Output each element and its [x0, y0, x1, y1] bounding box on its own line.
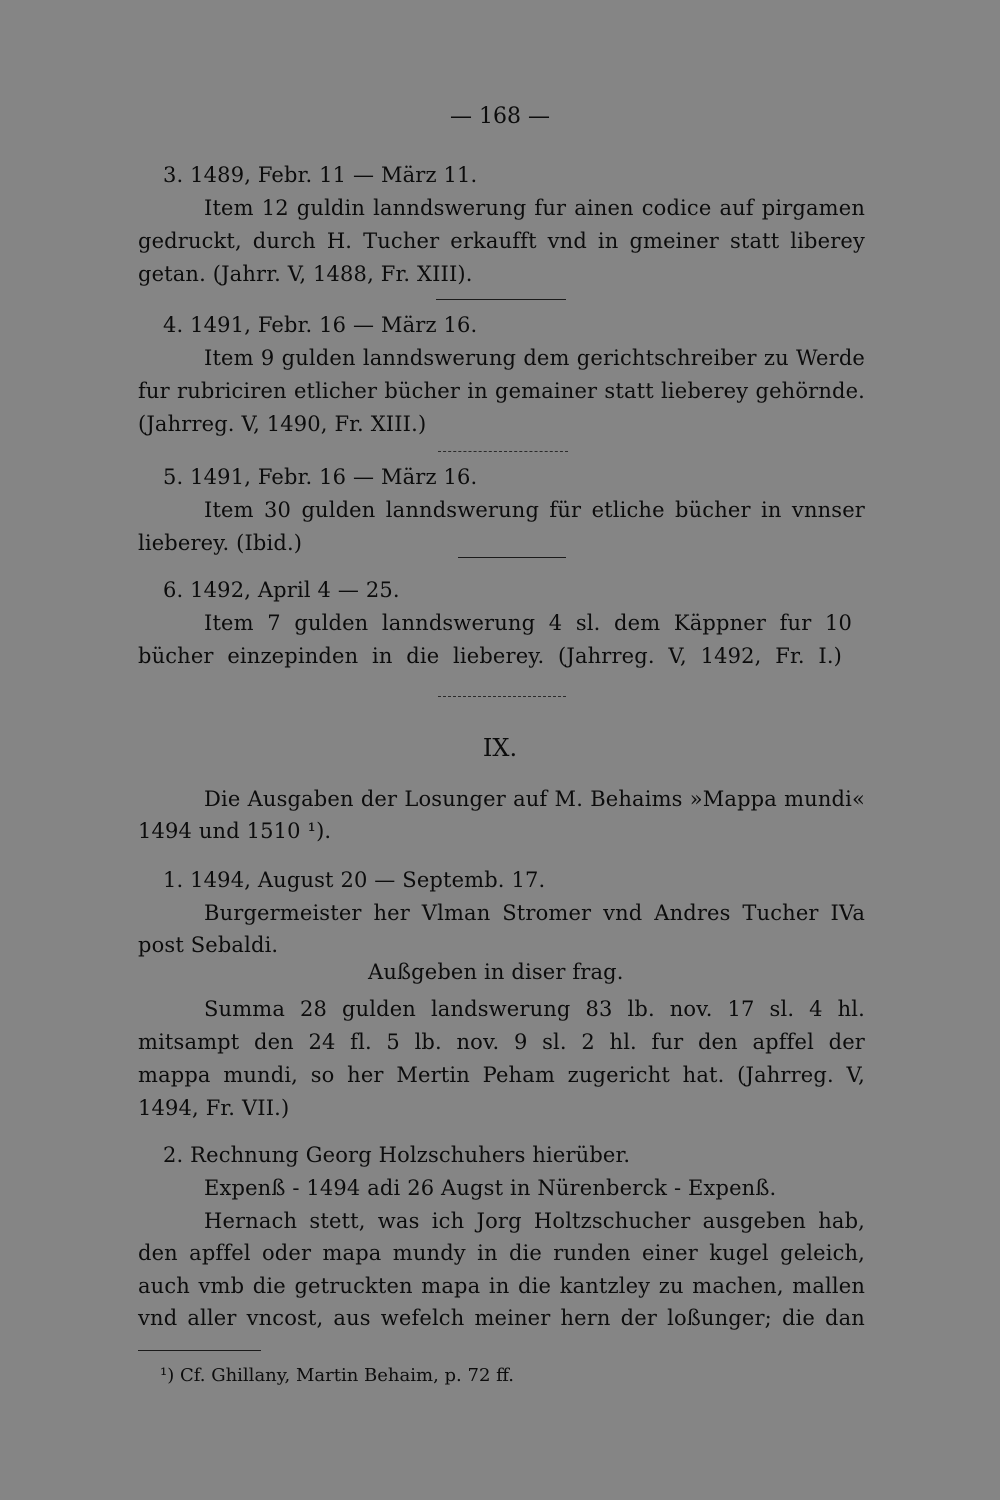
text-line: fur rubriciren etlicher bücher in gemainer statt lieberey gehörnde.	[138, 379, 865, 403]
text-line: (Jahrreg. V, 1490, Fr. XIII.)	[138, 412, 427, 436]
text-line: Item 7 gulden lanndswerung 4 sl. dem Käppner fur 10	[204, 611, 852, 635]
text-line: Expenß - 1494 adi 26 Augst in Nürenberck - Expenß.	[204, 1176, 777, 1200]
page-number: — 168 —	[450, 104, 550, 129]
text-line: Item 30 gulden lanndswerung für etliche bücher in vnnser	[204, 498, 865, 522]
section-heading: IX.	[482, 734, 518, 762]
footnote: ¹) Cf. Ghillany, Martin Behaim, p. 72 ff.	[160, 1365, 514, 1386]
text-line: 1494 und 1510 ¹).	[138, 819, 332, 843]
entry-heading: 2. Rechnung Georg Holzschuhers hierüber.	[163, 1143, 631, 1167]
separator-rule	[436, 299, 566, 300]
text-line: Item 9 gulden lanndswerung dem gerichtschreiber zu Werde	[204, 346, 865, 370]
text-line: getan. (Jahrr. V, 1488, Fr. XIII).	[138, 262, 473, 286]
text-line: Item 12 guldin lanndswerung fur ainen codice auf pirgamen	[204, 196, 865, 220]
text-line: den apffel oder mapa mundy in die runden einer kugel geleich,	[138, 1241, 865, 1265]
separator-rule	[438, 696, 566, 697]
text-line: Summa 28 gulden landswerung 83 lb. nov. 17 sl. 4 hl.	[204, 997, 865, 1021]
text-line: lieberey. (Ibid.)	[138, 531, 303, 555]
text-line: Die Ausgaben der Losunger auf M. Behaims »Mappa mundi«	[204, 787, 865, 811]
entry-heading: 6. 1492, April 4 — 25.	[163, 578, 400, 602]
text-line: Hernach stett, was ich Jorg Holtzschucher ausgeben hab,	[204, 1209, 865, 1233]
separator-rule	[438, 451, 568, 452]
text-line: vnd aller vncost, aus wefelch meiner hern der loßunger; die dan	[138, 1306, 865, 1330]
footnote-rule	[138, 1350, 261, 1351]
separator-rule	[458, 557, 566, 558]
text-line: bücher einzepinden in die lieberey. (Jahrreg. V, 1492, Fr. I.)	[138, 644, 842, 668]
entry-heading: 4. 1491, Febr. 16 — März 16.	[163, 313, 478, 337]
text-line: Außgeben in diser frag.	[368, 960, 624, 984]
text-line: post Sebaldi.	[138, 933, 279, 957]
text-line: mappa mundi, so her Mertin Peham zugericht hat. (Jahrreg. V,	[138, 1063, 865, 1087]
text-line: mitsampt den 24 fl. 5 lb. nov. 9 sl. 2 hl. fur den apffel der	[138, 1030, 865, 1054]
entry-heading: 5. 1491, Febr. 16 — März 16.	[163, 465, 478, 489]
entry-heading: 1. 1494, August 20 — Septemb. 17.	[163, 868, 546, 892]
text-line: 1494, Fr. VII.)	[138, 1096, 290, 1120]
text-line: Burgermeister her Vlman Stromer vnd Andres Tucher IVa	[204, 901, 865, 925]
text-line: auch vmb die getruckten mapa in die kantzley zu machen, mallen	[138, 1274, 865, 1298]
entry-heading: 3. 1489, Febr. 11 — März 11.	[163, 163, 478, 187]
text-line: gedruckt, durch H. Tucher erkaufft vnd in gmeiner statt liberey	[138, 229, 865, 253]
